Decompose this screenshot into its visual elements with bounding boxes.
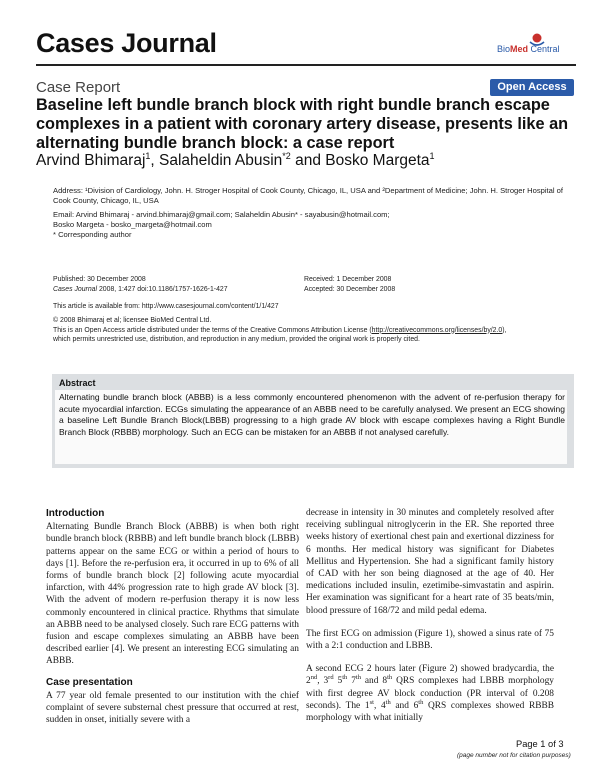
article-url[interactable]: This article is available from: http://www.casesjournal.com/content/1/1/427 xyxy=(53,303,279,310)
copyright: © 2008 Bhimaraj et al; licensee BioMed Central Ltd. xyxy=(53,317,212,324)
license-line-2: which permits unrestricted use, distribution, and reproduction in any medium, provided the original work is properly cited. xyxy=(53,336,420,343)
journal-title: Cases Journal xyxy=(36,28,217,58)
case-paragraph: decrease in intensity in 30 minutes and completely resolved after receiving sublingual nitroglycerin in the ER. She reported three weeks history of exertional chest pain and exertional dizziness for 6 months. Her medical history was significant for Diabetes Mellitus and Hypertension. She had a significant family history of CAD with her son being diagnosed at the age of 40. Her medications included insulin, ezetimibe-simvastatin and aspirin. Her examination was significant for a heart rate of 35 beats/min, blood pressure of 168/72 and mild pedal edema. xyxy=(306,508,554,616)
citation: Cases Journal 2008, 1:427 doi:10.1186/1757-1626-1-427 xyxy=(53,285,228,293)
body-right-column xyxy=(306,507,554,724)
article-type: Case Report xyxy=(36,79,121,96)
license-line: This is an Open Access article distributed under the terms of the Creative Commons Attribution License (http://creativecommons.org/licenses/by/2.0), xyxy=(53,326,507,334)
abstract-heading: Abstract xyxy=(59,378,96,388)
article-title: Baseline left bundle branch block with right bundle branch escape complexes in a patient with coronary artery disease, presents like an alternating bundle branch block: a case report xyxy=(36,96,569,152)
section-heading-case-presentation: Case presentation xyxy=(46,676,133,688)
accepted-date: Accepted: 30 December 2008 xyxy=(304,285,396,293)
case-paragraph: A second ECG 2 hours later (Figure 2) showed bradycardia, the 2nd, 3rd 5th 7th and 8th QRS complexes had LBBB morphology with first degree AV block conduction (PR interval of 0.208 seconds). The 1st, 4th and 6th QRS complexes showed RBBB morphology with what initially xyxy=(306,664,555,724)
author-name[interactable]: Arvind Bhimaraj xyxy=(36,152,146,169)
published-date: Published: 30 December 2008 xyxy=(53,276,146,283)
open-access-badge: Open Access xyxy=(490,79,574,96)
corresponding-author-note: * Corresponding author xyxy=(53,230,132,239)
section-heading-introduction: Introduction xyxy=(46,508,105,519)
abstract-text: Alternating bundle branch block (ABBB) is a less commonly encountered phenomenon with the advent of re-perfusion therapy for acute myocardial infarction. ECGs simulating the appearance of an ABBB need to be carefully analysed. We present an ECG showing a baseline Left Bundle Branch Block(LBBB) progressing to a high grade AV block with escape complexes having a Right Bundle Branch Block (RBBB) morphology. Such an ECG can be mistaken for an ABBB if not analysed carefully. xyxy=(59,392,565,437)
author-affiliation: 1 xyxy=(429,150,435,161)
email-line[interactable]: Email: Arvind Bhimaraj - arvind.bhimaraj@gmail.com; Salaheldin Abusin* - sayabusin@hotmail.com; xyxy=(53,210,390,219)
case-paragraph: A 77 year old female presented to our institution with the chief complaint of severe substernal chest pressure that occurred at rest, sudden in onset, initially severe with a xyxy=(46,690,299,726)
body-left-column xyxy=(46,508,299,726)
received-date: Received: 1 December 2008 xyxy=(304,276,392,283)
license-link[interactable]: http://creativecommons.org/licenses/by/2.0 xyxy=(371,326,503,334)
introduction-paragraph: Alternating Bundle Branch Block (ABBB) is when both right bundle branch block (RBBB) and left bundle branch block (LBBB) patterns appear on the same ECG or within a period of hours to days [1]. Before the re-perfusion era, it occurred in up to 6% of all forms of bundle branch block [2] following acute myocardial infarction, with 44% progression rate to high grade AV block [3]. With the advent of modern re-perfusion therapy it is now less commonly encountered in clinical practice. Rhythms that simulate an ABBB need to be analysed closely. Such rare ECG patterns with fusion and escape complexes simulating an ABBB have been described earlier [4]. We present an interesting ECG simulating an ABBB. xyxy=(46,522,299,667)
case-paragraph: The first ECG on admission (Figure 1), showed a sinus rate of 75 with a 2:1 conduction and LBBB. xyxy=(306,628,554,652)
header-divider xyxy=(36,64,576,66)
page-note: (page number not for citation purposes) xyxy=(457,752,571,759)
page-number: Page 1 of 3 xyxy=(516,739,564,749)
author-name[interactable]: , Salaheldin Abusin xyxy=(150,152,283,169)
author-name[interactable]: and Bosko Margeta xyxy=(290,152,430,169)
received-accepted xyxy=(304,275,554,294)
author-address: Address: ¹Division of Cardiology, John. H. Stroger Hospital of Cook County, Chicago, IL, USA and ²Department of Medicine; John. H. Stroger Hospital of Cook County, Chicago, IL, USA xyxy=(53,186,564,206)
author-emails xyxy=(53,210,573,231)
publication-info xyxy=(53,275,303,294)
author-list xyxy=(36,152,435,170)
copyright-license xyxy=(53,316,573,345)
author-affiliation: *2 xyxy=(282,150,291,161)
publisher-logo-text: BioMed Central xyxy=(497,44,560,54)
author-affiliation: 1 xyxy=(145,150,151,161)
email-line[interactable]: Bosko Margeta - bosko_margeta@hotmail.com xyxy=(53,220,212,230)
